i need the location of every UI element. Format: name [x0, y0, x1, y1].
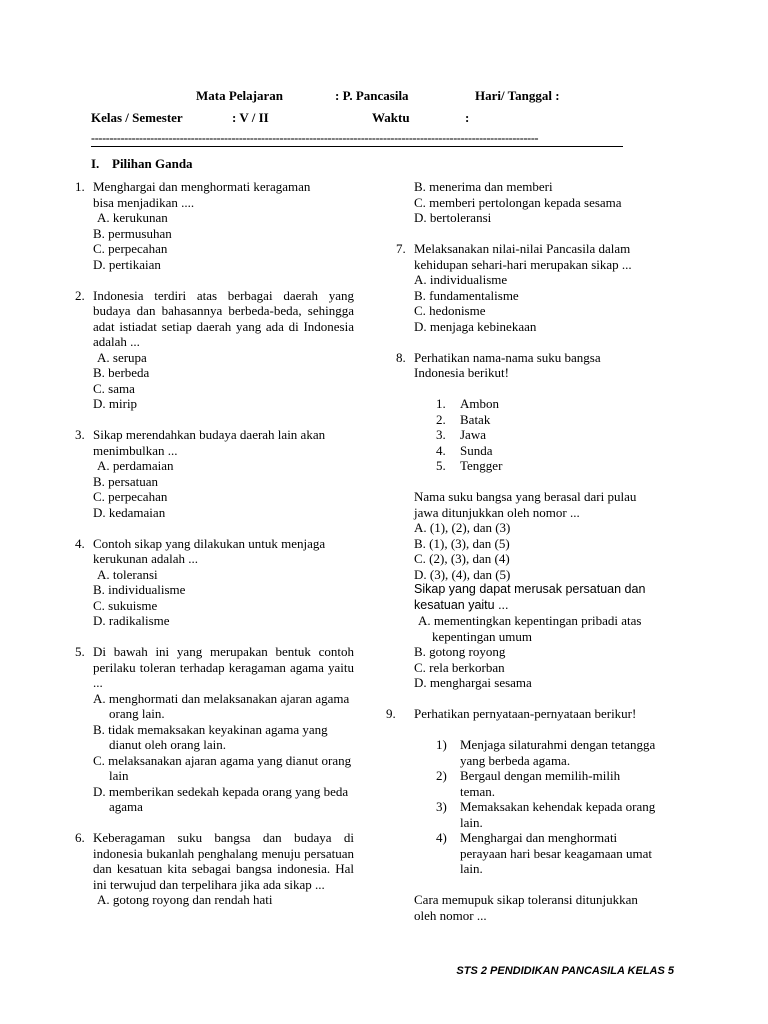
- question-text: Perhatikan pernyataan-pernyataan berikur!: [414, 706, 637, 721]
- question-text: Di bawah ini yang merupakan bentuk contoh perilaku toleran terhadap keragaman agama yaitu ...: [93, 644, 354, 690]
- question-text: bisa menjadikan ....: [93, 194, 195, 210]
- list-item: 2) Bergaul dengan memilih-milih: [436, 768, 621, 783]
- list-item: 3) Memaksakan kehendak kepada orang: [436, 799, 656, 814]
- list-item: 3. Jawa: [436, 427, 486, 442]
- question-text: Menghargai dan menghormati keragaman: [93, 179, 311, 194]
- question-text: oleh nomor ...: [414, 907, 487, 923]
- question-number: 2.: [75, 287, 85, 303]
- option-a: A. menghormati dan melaksanakan ajaran agama orang lain.: [93, 690, 350, 721]
- left-column: [75, 179, 354, 908]
- list-item: 4. Sunda: [436, 442, 493, 458]
- option-a: A. individualisme: [414, 272, 508, 287]
- day-date-label: Hari/ Tanggal :: [475, 88, 560, 103]
- question-8: [396, 349, 704, 583]
- question-3: [75, 427, 354, 520]
- option-c: C. sama: [93, 380, 135, 396]
- page-footer: STS 2 PENDIDIKAN PANCASILA KELAS 5: [456, 965, 674, 977]
- option-a: A. serupa: [97, 349, 147, 365]
- option-b: B. individualisme: [93, 582, 186, 597]
- option-a: A. gotong royong dan rendah hati: [97, 892, 273, 907]
- question-text: Sikap yang dapat merusak persatuan dan: [414, 582, 646, 596]
- question-number: 9.: [386, 706, 396, 721]
- option-c: C. sukuisme: [93, 597, 158, 613]
- option-c: C. memberi pertolongan kepada sesama: [414, 194, 622, 210]
- header-rule: [91, 146, 623, 147]
- question-number: 3.: [75, 427, 85, 442]
- question-text: Sikap merendahkan budaya daerah lain akan: [93, 427, 326, 442]
- list-item-continued: teman.: [460, 783, 496, 799]
- option-c: C. perpecahan: [93, 489, 168, 504]
- question-text: jawa ditunjukkan oleh nomor ...: [414, 504, 580, 520]
- option-a: A. perdamaian: [97, 458, 174, 473]
- question-text: Cara memupuk sikap toleransi ditunjukkan: [414, 892, 638, 907]
- question-7: [396, 241, 704, 334]
- option-a: A. kerukunan: [97, 210, 168, 225]
- question-1: [75, 179, 354, 272]
- class-semester-label: Kelas / Semester: [91, 110, 183, 125]
- question-number: 4.: [75, 535, 85, 551]
- option-a: A. mementingkan kepentingan pribadi atas: [418, 613, 642, 628]
- question-text: kesatuan yaitu ...: [414, 597, 509, 612]
- subject-label: Mata Pelajaran: [196, 88, 284, 103]
- option-d: D. menjaga kebinekaan: [414, 318, 537, 334]
- question-2: [75, 287, 354, 412]
- question-text: kehidupan sehari-hari merupakan sikap ...: [414, 256, 632, 272]
- question-6-continued: [414, 179, 704, 226]
- subject-value: : P. Pancasila: [335, 88, 409, 103]
- question-6: [75, 830, 354, 908]
- option-c: C. hedonisme: [414, 303, 486, 318]
- question-text: Contoh sikap yang dilakukan untuk menjaga: [93, 535, 326, 551]
- option-a: A. toleransi: [97, 566, 158, 582]
- option-d: D. mirip: [93, 396, 138, 411]
- list-item-continued: perayaan hari besar keagamaan umat: [460, 845, 653, 861]
- option-c: C. (2), (3), dan (4): [414, 551, 510, 566]
- time-label: Waktu: [372, 110, 410, 125]
- option-c: C. rela berkorban: [414, 659, 505, 675]
- list-item: 4) Menghargai dan menghormati: [436, 830, 618, 845]
- option-c: C. perpecahan: [93, 241, 168, 256]
- question-text: Nama suku bangsa yang berasal dari pulau: [414, 489, 637, 504]
- option-b: B. persatuan: [93, 473, 158, 489]
- question-number: 8.: [396, 349, 406, 365]
- option-d: D. radikalisme: [93, 613, 170, 628]
- list-item-continued: lain.: [460, 861, 483, 876]
- option-b: B. berbeda: [93, 365, 150, 380]
- list-item: 2. Batak: [436, 411, 491, 427]
- section-title: Pilihan Ganda: [112, 156, 193, 171]
- option-d: D. menghargai sesama: [414, 675, 532, 690]
- question-text: Indonesia berikut!: [414, 365, 509, 380]
- option-b: B. tidak memaksakan keyakinan agama yang dianut oleh orang lain.: [93, 721, 328, 752]
- list-item: 5. Tengger: [436, 458, 503, 473]
- question-number: 5.: [75, 644, 85, 659]
- option-b: B. (1), (3), dan (5): [414, 535, 510, 551]
- option-d: D. (3), (4), dan (5): [414, 566, 511, 582]
- option-c: C. melaksanakan ajaran agama yang dianut orang lain: [93, 752, 352, 783]
- question-number: 6.: [75, 830, 85, 845]
- question-text: Keberagaman suku bangsa dan budaya di indonesia bukanlah penghalang menuju persatuan dan kesatuan kita sebagai bangsa indonesia. Hal ini terwujud dan terpelihara jika ada sikap ...: [93, 830, 354, 892]
- option-a-continued: kepentingan umum: [432, 628, 533, 644]
- question-5: [75, 644, 354, 815]
- option-d: D. pertikaian: [93, 256, 161, 272]
- header-dashed-line: -------------------------------------------------------------------------------------------------------------------------: [91, 131, 539, 143]
- option-d: D. memberikan sedekah kepada orang yang beda agama: [93, 783, 349, 814]
- option-b: B. fundamentalisme: [414, 287, 519, 303]
- list-item-continued: lain.: [460, 814, 483, 830]
- question-4: [75, 535, 354, 629]
- list-item: 1) Menjaga silaturahmi dengan tetangga: [436, 737, 656, 752]
- question-number: 7.: [396, 241, 406, 256]
- question-text: menimbulkan ...: [93, 442, 178, 458]
- option-d: D. kedamaian: [93, 504, 166, 520]
- list-item: 1. Ambon: [436, 396, 499, 411]
- option-b: B. menerima dan memberi: [414, 179, 553, 194]
- list-item-continued: yang berbeda agama.: [460, 752, 571, 768]
- question-text: Melaksanakan nilai-nilai Pancasila dalam: [414, 241, 631, 256]
- question-9: [386, 706, 704, 923]
- option-b: B. gotong royong: [414, 644, 506, 659]
- class-semester-value: : V / II: [232, 110, 269, 125]
- question-text: kerukunan adalah ...: [93, 551, 199, 566]
- question-number: 1.: [75, 179, 85, 194]
- right-column: [386, 179, 704, 923]
- section-number: I.: [91, 156, 100, 171]
- question-text: Indonesia terdiri atas berbagai daerah yang budaya dan bahasannya berbeda-beda, sehingga adat istiadat setiap daerah yang ada di Indonesia adalah ...: [93, 287, 354, 349]
- option-a: A. (1), (2), dan (3): [414, 520, 511, 535]
- option-b: B. permusuhan: [93, 225, 172, 241]
- question-text: Perhatikan nama-nama suku bangsa: [414, 349, 601, 365]
- question-8b: [414, 582, 704, 691]
- option-d: D. bertoleransi: [414, 210, 492, 225]
- time-colon: :: [465, 110, 470, 125]
